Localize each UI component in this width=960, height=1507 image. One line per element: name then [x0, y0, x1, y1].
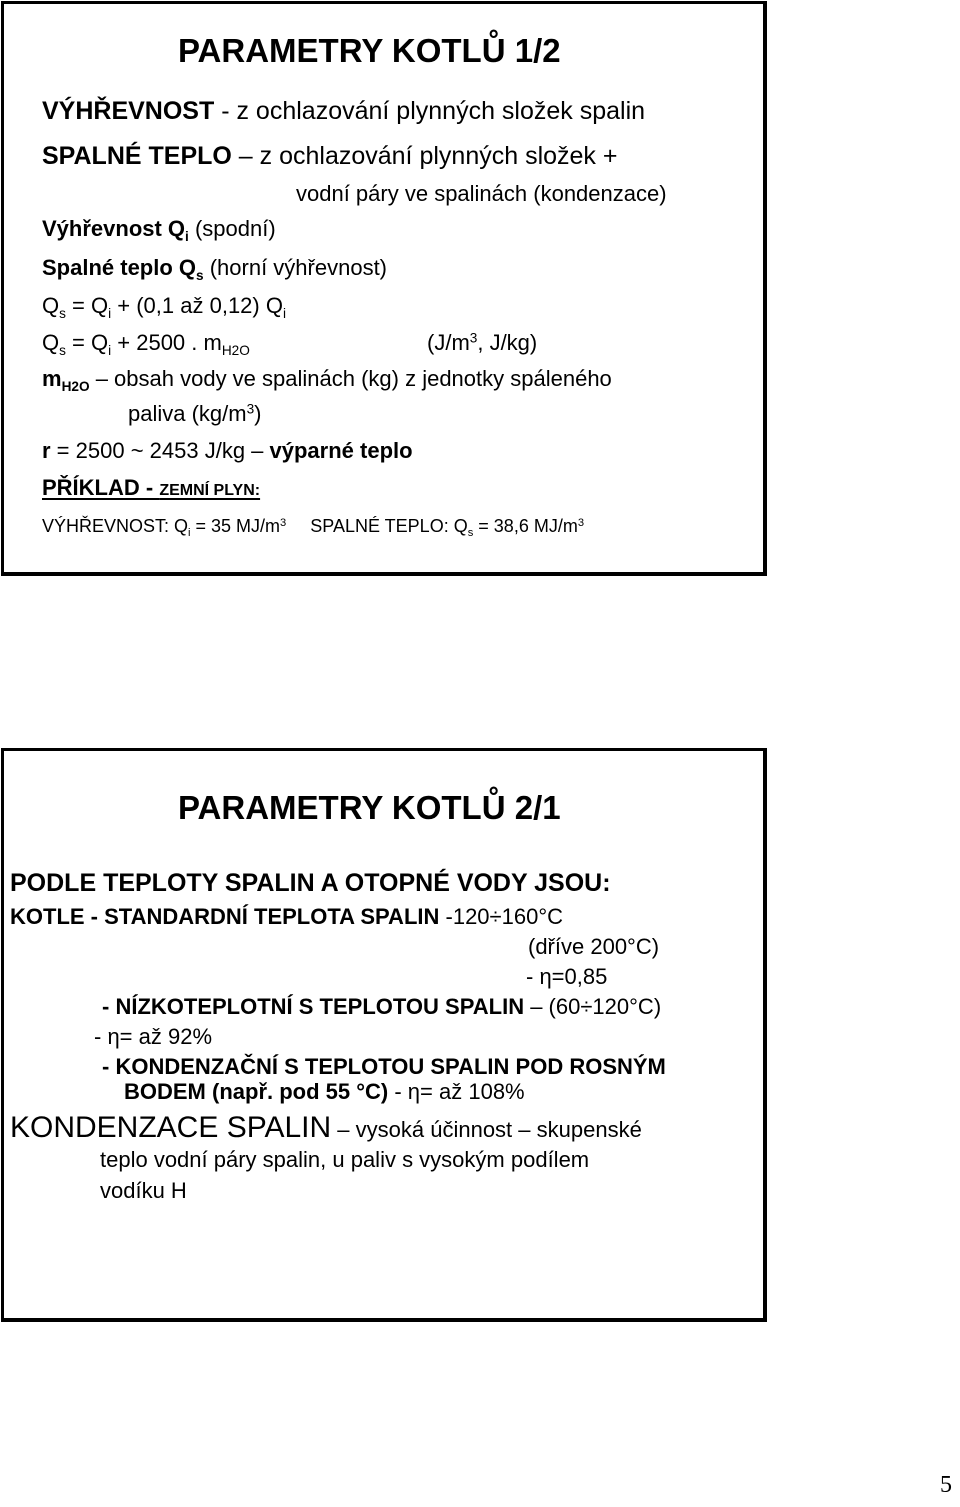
vyhrevnost-line	[42, 99, 645, 124]
ex-b-pre: SPALNÉ TEPLO: Q	[310, 516, 468, 536]
s2-line-8-rest: - η= až 108%	[388, 1079, 525, 1104]
qi-label: Výhřevnost Q	[42, 216, 186, 241]
s2-line-8-bold: BODEM (např. pod 55 °C)	[124, 1079, 389, 1104]
qi-text: (spodní)	[188, 216, 276, 241]
qi-sub: i	[185, 228, 189, 244]
ex-a-sub: i	[188, 526, 191, 539]
equation-2	[42, 330, 250, 358]
spalne-text: – z ochlazování plynných složek +	[231, 142, 618, 170]
s2-line-3: (dříve 200°C)	[528, 934, 660, 959]
eq2-i: i	[108, 342, 112, 358]
qs-sub: s	[196, 267, 204, 283]
r-text: = 2500 ~ 2453 J/kg –	[50, 438, 270, 463]
slide-1	[1, 1, 767, 576]
vyhrevnost-text: - z ochlazování plynných složek spalin	[214, 97, 646, 125]
ex-a-pre: VÝHŘEVNOST: Q	[42, 516, 189, 536]
mh2o-text: – obsah vody ve spalinách (kg) z jednotky spáleného	[89, 366, 612, 391]
ex-b-mid: = 38,6 MJ/m	[473, 516, 578, 536]
mh2o-m: m	[42, 366, 62, 391]
ex-a-mid: = 35 MJ/m	[190, 516, 281, 536]
s2-line-2-rest: -120÷160°C	[439, 904, 564, 929]
spalne-continuation: vodní páry ve spalinách (kondenzace)	[296, 181, 667, 206]
equation-1	[42, 293, 286, 321]
slide-2	[1, 748, 767, 1322]
mh2o-definition	[42, 366, 612, 394]
qs-text: (horní výhřevnost)	[203, 255, 388, 280]
ex-b-sup: 3	[577, 516, 585, 529]
units-pre: (J/m	[427, 330, 470, 355]
eq2-s: s	[59, 342, 66, 358]
eq2-h2o: H2O	[221, 342, 250, 358]
s2-line-2-bold: KOTLE - STANDARDNÍ TEPLOTA SPALIN	[10, 904, 440, 929]
s2-line-5	[102, 996, 661, 1018]
eq1-mid: = Q	[65, 293, 109, 318]
slide-2-title: PARAMETRY KOTLŮ 2/1	[178, 789, 561, 826]
example-values	[42, 516, 585, 539]
priklad-main: PŘÍKLAD -	[42, 475, 160, 500]
eq1-i: i	[108, 305, 112, 321]
mh2o-continuation	[128, 403, 262, 425]
spalne-line	[42, 144, 617, 169]
mh2o-cont-pre: paliva (kg/m	[128, 401, 247, 426]
mh2o-cont-post: )	[254, 401, 262, 426]
priklad-heading	[42, 477, 260, 499]
s2-line-8	[124, 1081, 525, 1103]
eq1-i2: i	[282, 305, 286, 321]
eq1-q: Q	[42, 293, 60, 318]
s2-line-1: PODLE TEPLOTY SPALIN A OTOPNÉ VODY JSOU:	[10, 869, 611, 897]
s2-line-5-rest: – (60÷120°C)	[524, 994, 662, 1019]
ex-b-sub: s	[467, 526, 474, 539]
s2-line-9	[10, 1113, 642, 1143]
r-symbol: r	[42, 438, 51, 463]
s2-line-5-bold: - NÍZKOTEPLOTNÍ S TEPLOTOU SPALIN	[102, 994, 525, 1019]
mh2o-cont-sup: 3	[246, 401, 255, 417]
qi-definition	[42, 216, 276, 244]
eq2-q: Q	[42, 330, 60, 355]
page-number: 5	[940, 1472, 952, 1498]
qs-definition	[42, 255, 388, 283]
priklad-small: ZEMNÍ PLYN:	[159, 482, 261, 499]
s2-line-9-rest: – vysoká účinnost – skupenské	[331, 1117, 642, 1142]
eq2-mid: = Q	[65, 330, 109, 355]
vyhrevnost-label: VÝHŘEVNOST	[42, 97, 215, 125]
eq1-rest: + (0,1 až 0,12) Q	[111, 293, 283, 318]
equation-2-units	[427, 332, 537, 354]
spalne-label: SPALNÉ TEPLO	[42, 142, 232, 170]
units-sup: 3	[469, 330, 478, 346]
s2-line-9-big: KONDENZACE SPALIN	[10, 1111, 332, 1144]
eq2-rest: + 2500 . m	[111, 330, 222, 355]
qs-label: Spalné teplo Q	[42, 255, 197, 280]
s2-line-7: - KONDENZAČNÍ S TEPLOTOU SPALIN POD ROSNÝM	[102, 1054, 666, 1079]
r-line	[42, 440, 413, 462]
mh2o-sub: H2O	[61, 378, 90, 394]
s2-line-10: teplo vodní páry spalin, u paliv s vysokým podílem	[100, 1147, 590, 1172]
s2-line-6: - η= až 92%	[94, 1024, 213, 1049]
slide-1-title: PARAMETRY KOTLŮ 1/2	[178, 32, 561, 69]
ex-a-sup: 3	[280, 516, 287, 529]
r-bold: výparné teplo	[269, 438, 413, 463]
units-post: , J/kg)	[477, 330, 538, 355]
s2-line-2	[10, 906, 563, 928]
s2-line-11: vodíku H	[100, 1178, 187, 1203]
s2-line-4: - η=0,85	[526, 964, 608, 989]
eq1-s: s	[59, 305, 66, 321]
